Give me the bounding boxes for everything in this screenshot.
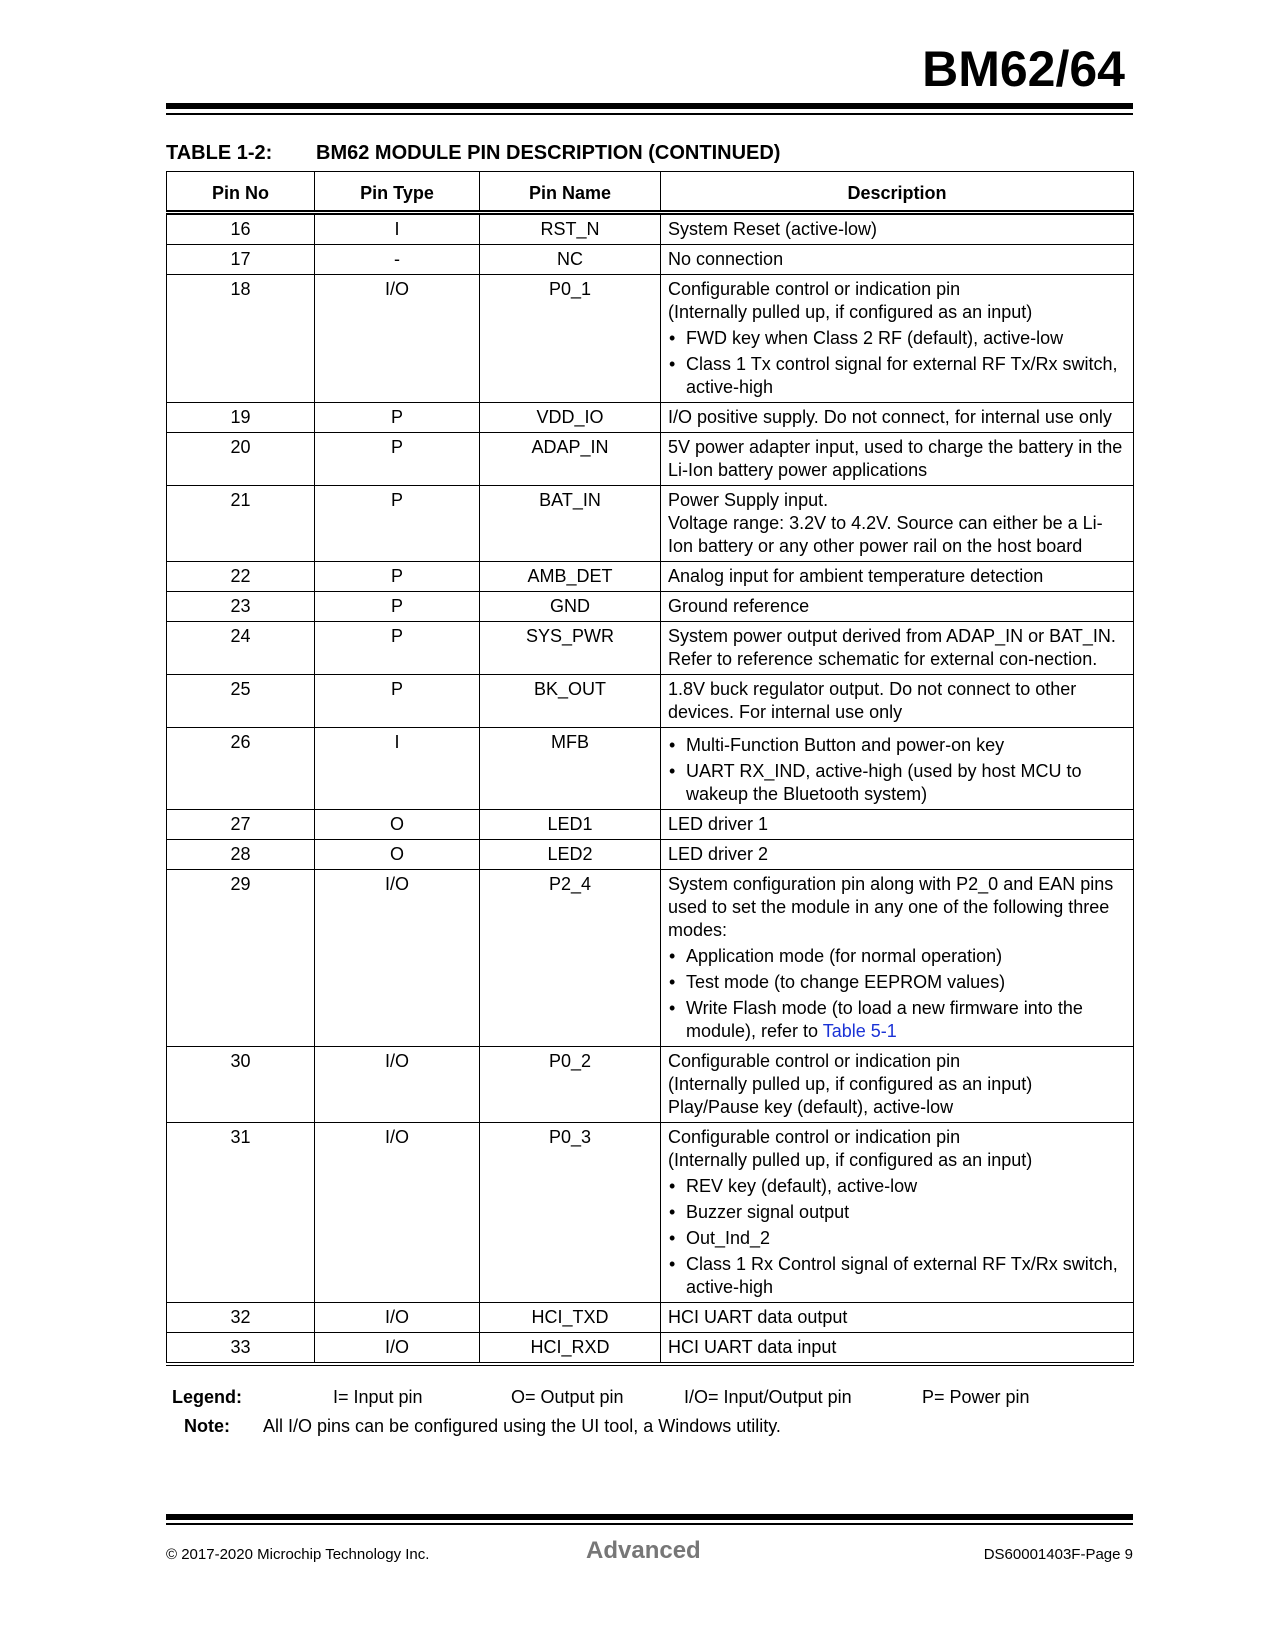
pin-no-cell: 25: [167, 675, 315, 728]
description-line: System configuration pin along with P2_0 and EAN pins used to set the module in any one of the following three modes:: [668, 874, 1114, 940]
table-row: [167, 622, 1134, 675]
pin-name-cell: RST_N: [480, 213, 661, 245]
table-row: [167, 1333, 1134, 1365]
description-bullet: [668, 1201, 1126, 1224]
note: [184, 1416, 781, 1437]
description-bullet-text: Class 1 Rx Control signal of external RF Tx/Rx switch, active-high: [686, 1254, 1118, 1297]
footer-page-number: DS60001403F-Page 9: [983, 1546, 1133, 1563]
pin-type-cell: I/O: [315, 1303, 480, 1333]
description-bullet-text: Test mode (to change EEPROM values): [686, 972, 1006, 992]
pin-no-cell: 16: [167, 213, 315, 245]
pin-type-cell: I/O: [315, 870, 480, 1047]
description-cell: [661, 1333, 1134, 1365]
pin-type-cell: I/O: [315, 1333, 480, 1365]
description-bullet: [668, 760, 1126, 806]
description-cell: [661, 728, 1134, 810]
pin-name-cell: HCI_TXD: [480, 1303, 661, 1333]
description-bullet-list: [668, 734, 1126, 806]
description-cell: [661, 675, 1134, 728]
pin-name-cell: LED2: [480, 840, 661, 870]
table-header-row: [167, 172, 1134, 213]
pin-name-cell: BAT_IN: [480, 486, 661, 562]
description-line: System power output derived from ADAP_IN or BAT_IN. Refer to reference schematic for external con-nection.: [668, 626, 1116, 669]
description-line: System Reset (active-low): [668, 219, 878, 239]
description-bullet-text: Write Flash mode (to load a new firmware into the module), refer to: [686, 998, 1083, 1041]
description-bullet: [668, 734, 1126, 757]
table-row: [167, 1123, 1134, 1303]
pin-type-cell: P: [315, 622, 480, 675]
description-line: (Internally pulled up, if configured as an input): [668, 1074, 1033, 1094]
description-line: Configurable control or indication pin: [668, 279, 961, 299]
description-bullet-text: Multi-Function Button and power-on key: [686, 735, 1005, 755]
pin-type-cell: P: [315, 592, 480, 622]
pin-name-cell: P0_1: [480, 275, 661, 403]
description-bullet-text: Out_Ind_2: [686, 1228, 771, 1248]
pin-no-cell: 31: [167, 1123, 315, 1303]
description-cell: [661, 840, 1134, 870]
column-header-description: Description: [661, 172, 1134, 213]
pin-name-cell: HCI_RXD: [480, 1333, 661, 1365]
document-title: BM62/64: [922, 41, 1125, 97]
pin-name-cell: BK_OUT: [480, 675, 661, 728]
legend-input-output: I/O= Input/Output pin: [684, 1387, 852, 1407]
pin-name-cell: P0_2: [480, 1047, 661, 1123]
description-bullet: [668, 327, 1126, 350]
table-row: [167, 675, 1134, 728]
pin-type-cell: P: [315, 403, 480, 433]
description-line: LED driver 1: [668, 814, 769, 834]
pin-no-cell: 21: [167, 486, 315, 562]
footer-status: Advanced: [586, 1537, 701, 1564]
pin-type-cell: O: [315, 810, 480, 840]
description-cell: [661, 622, 1134, 675]
table-row: [167, 870, 1134, 1047]
description-cell: [661, 810, 1134, 840]
table-row: [167, 275, 1134, 403]
pin-description-table: [166, 171, 1134, 1366]
pin-no-cell: 27: [167, 810, 315, 840]
pin-no-cell: 17: [167, 245, 315, 275]
description-line: HCI UART data output: [668, 1307, 848, 1327]
description-line: Analog input for ambient temperature detection: [668, 566, 1044, 586]
pin-name-cell: VDD_IO: [480, 403, 661, 433]
pin-name-cell: GND: [480, 592, 661, 622]
description-cell: [661, 433, 1134, 486]
pin-type-cell: P: [315, 675, 480, 728]
legend-output: O= Output pin: [511, 1387, 624, 1407]
description-cell: [661, 592, 1134, 622]
description-bullet-text: FWD key when Class 2 RF (default), active-low: [686, 328, 1064, 348]
pin-type-cell: I: [315, 213, 480, 245]
description-line: (Internally pulled up, if configured as an input): [668, 302, 1033, 322]
pin-type-cell: I/O: [315, 275, 480, 403]
legend-label: Legend:: [172, 1387, 242, 1407]
description-cell: [661, 1303, 1134, 1333]
description-bullet-text: Class 1 Tx control signal for external RF Tx/Rx switch, active-high: [686, 354, 1118, 397]
pin-name-cell: P2_4: [480, 870, 661, 1047]
pin-no-cell: 33: [167, 1333, 315, 1365]
pin-name-cell: P0_3: [480, 1123, 661, 1303]
pin-no-cell: 19: [167, 403, 315, 433]
note-text: All I/O pins can be configured using the UI tool, a Windows utility.: [263, 1416, 781, 1436]
description-bullet: [668, 971, 1126, 994]
description-bullet: [668, 353, 1126, 399]
table-row: [167, 592, 1134, 622]
description-bullet-list: [668, 945, 1126, 1043]
description-line: No connection: [668, 249, 784, 269]
description-cell: [661, 1047, 1134, 1123]
pin-no-cell: 24: [167, 622, 315, 675]
pin-name-cell: NC: [480, 245, 661, 275]
description-cell: [661, 870, 1134, 1047]
column-header-pin-type: Pin Type: [315, 172, 480, 213]
pin-type-cell: -: [315, 245, 480, 275]
pin-name-cell: AMB_DET: [480, 562, 661, 592]
description-line: 5V power adapter input, used to charge the battery in the Li-Ion battery power applications: [668, 437, 1123, 480]
header-rule-thick: [166, 103, 1133, 109]
table-row: [167, 486, 1134, 562]
description-line: LED driver 2: [668, 844, 769, 864]
pin-name-cell: ADAP_IN: [480, 433, 661, 486]
pin-type-cell: P: [315, 562, 480, 592]
pin-name-cell: LED1: [480, 810, 661, 840]
pin-name-cell: MFB: [480, 728, 661, 810]
description-bullet-list: [668, 1175, 1126, 1299]
description-bullet: [668, 1175, 1126, 1198]
footer-rule-thick: [166, 1514, 1133, 1520]
legend-power: P= Power pin: [922, 1387, 1030, 1407]
description-cell: [661, 245, 1134, 275]
description-cell: [661, 403, 1134, 433]
footer-copyright: © 2017-2020 Microchip Technology Inc.: [166, 1546, 430, 1563]
pin-type-cell: P: [315, 433, 480, 486]
description-cell: [661, 1123, 1134, 1303]
table-row: [167, 1303, 1134, 1333]
description-line: Ground reference: [668, 596, 810, 616]
pin-type-cell: I/O: [315, 1123, 480, 1303]
footer-rule-thin: [166, 1523, 1133, 1525]
pin-no-cell: 30: [167, 1047, 315, 1123]
pin-type-cell: I/O: [315, 1047, 480, 1123]
description-cell: [661, 486, 1134, 562]
description-cell: [661, 562, 1134, 592]
description-line: Voltage range: 3.2V to 4.2V. Source can either be a Li-Ion battery or any other power rail on the host board: [668, 513, 1103, 556]
description-line: Configurable control or indication pin: [668, 1127, 961, 1147]
table-number: TABLE 1-2:: [166, 142, 273, 164]
description-cell: [661, 275, 1134, 403]
table-row: [167, 810, 1134, 840]
column-header-pin-no: Pin No: [167, 172, 315, 213]
pin-type-cell: O: [315, 840, 480, 870]
description-line: Configurable control or indication pin: [668, 1051, 961, 1071]
description-cell: [661, 213, 1134, 245]
table-title: BM62 MODULE PIN DESCRIPTION (CONTINUED): [316, 142, 781, 164]
description-bullet-list: [668, 327, 1126, 399]
description-line: HCI UART data input: [668, 1337, 837, 1357]
description-bullet-text: Application mode (for normal operation): [686, 946, 1003, 966]
table-row: [167, 403, 1134, 433]
pin-no-cell: 29: [167, 870, 315, 1047]
column-header-pin-name: Pin Name: [480, 172, 661, 213]
pin-no-cell: 23: [167, 592, 315, 622]
description-line: Play/Pause key (default), active-low: [668, 1097, 954, 1117]
description-line: I/O positive supply. Do not connect, for internal use only: [668, 407, 1112, 427]
pin-no-cell: 18: [167, 275, 315, 403]
description-bullet: [668, 1253, 1126, 1299]
description-line: Power Supply input.: [668, 490, 829, 510]
description-line: 1.8V buck regulator output. Do not connect to other devices. For internal use only: [668, 679, 1077, 722]
pin-type-cell: P: [315, 486, 480, 562]
pin-no-cell: 22: [167, 562, 315, 592]
table-row: [167, 245, 1134, 275]
legend-input: I= Input pin: [333, 1387, 423, 1407]
table-row: [167, 840, 1134, 870]
table-row: [167, 433, 1134, 486]
table-caption: [166, 142, 780, 165]
header-rule-thin: [166, 113, 1133, 115]
table-row: [167, 562, 1134, 592]
table-row: [167, 1047, 1134, 1123]
pin-no-cell: 28: [167, 840, 315, 870]
pin-no-cell: 26: [167, 728, 315, 810]
pin-type-cell: I: [315, 728, 480, 810]
table-row: [167, 213, 1134, 245]
description-line: (Internally pulled up, if configured as an input): [668, 1150, 1033, 1170]
table-reference-link[interactable]: Table 5-1: [822, 1021, 897, 1041]
description-bullet-text: UART RX_IND, active-high (used by host MCU to wakeup the Bluetooth system): [686, 761, 1082, 804]
note-label: Note:: [184, 1416, 230, 1436]
description-bullet: [668, 945, 1126, 968]
description-bullet-text: Buzzer signal output: [686, 1202, 850, 1222]
pin-name-cell: SYS_PWR: [480, 622, 661, 675]
description-bullet: [668, 1227, 1126, 1250]
description-bullet: [668, 997, 1126, 1043]
table-row: [167, 728, 1134, 810]
pin-no-cell: 20: [167, 433, 315, 486]
pin-no-cell: 32: [167, 1303, 315, 1333]
description-bullet-text: REV key (default), active-low: [686, 1176, 918, 1196]
